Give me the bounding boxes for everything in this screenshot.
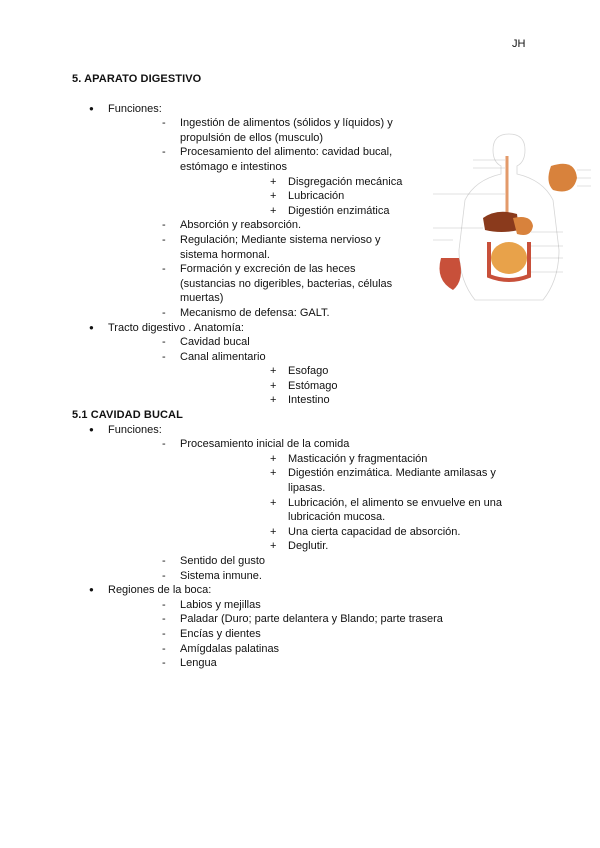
digestive-system-diagram [413, 130, 600, 307]
list-item: - Procesamiento inicial de la comida + Masticación y fragmentación + Digestión enzimática. Mediante amilasas y lipasas. + Lubricación, el alimento se envuelve en una lubricación mucosa. + Una cierta capacidad de absorción. + Deglutir. [108, 437, 512, 554]
list-item: + Digestión enzimática. Mediante amilasas y lipasas. [180, 466, 512, 495]
list-item: - Mecanismo de defensa: GALT. [108, 306, 412, 321]
list-item: + Deglutir. [180, 539, 512, 554]
author-initials: JH [512, 38, 526, 50]
list-item: - Labios y mejillas [108, 598, 512, 613]
section-title-cavidad-bucal: 5.1 CAVIDAD BUCAL [72, 409, 183, 422]
section1-list [72, 102, 412, 408]
list-item: - Procesamiento del alimento: cavidad bucal, estómago e intestinos + Disgregación mecánica + Lubricación + Digestión enzimática [108, 145, 412, 218]
list-item: + Lubricación, el alimento se envuelve en una lubricación mucosa. [180, 496, 512, 525]
list-item: - Sistema inmune. [108, 569, 512, 584]
list-item: + Una cierta capacidad de absorción. [180, 525, 512, 540]
list-item: - Ingestión de alimentos (sólidos y líquidos) y propulsión de ellos (musculo) [108, 116, 412, 145]
list-item: + Masticación y fragmentación [180, 452, 512, 467]
list-item: - Formación y excreción de las heces (sustancias no digeribles, bacterias, células muertas) [108, 262, 412, 306]
list-item: ● Funciones: - Procesamiento inicial de la comida + Masticación y fragmentación + Digestión enzimática. Mediante amilasas y lipasas. + Lubricación, el alimento se envuelve en una lubricación mucosa. + Una cierta capacidad de absorción. + Deglutir. - Sentido del gusto - Sistema inmune. [72, 423, 512, 584]
list-item: ● Tracto digestivo . Anatomía: - Cavidad bucal - Canal alimentario + Esofago + Estómago + Intestino [72, 321, 412, 409]
list-item: - Cavidad bucal [108, 335, 412, 350]
list-item: - Canal alimentario + Esofago + Estómago + Intestino [108, 350, 412, 408]
list-item: - Regulación; Mediante sistema nervioso y sistema hormonal. [108, 233, 412, 262]
list-item: - Absorción y reabsorción. [108, 218, 412, 233]
list-item: ● Regiones de la boca: - Labios y mejillas - Paladar (Duro; parte delantera y Blando; parte trasera - Encías y dientes - Amígdalas palatinas - Lengua [72, 583, 512, 671]
list-item: - Encías y dientes [108, 627, 512, 642]
list-item: + Intestino [180, 393, 412, 408]
list-item: + Esofago [180, 364, 412, 379]
list-item: + Disgregación mecánica [180, 175, 412, 190]
list-item: + Digestión enzimática [180, 204, 412, 219]
section-title-aparato-digestivo: 5. APARATO DIGESTIVO [72, 73, 202, 85]
list-item: - Sentido del gusto [108, 554, 512, 569]
list-item: + Estómago [180, 379, 412, 394]
section2-list [72, 423, 512, 671]
list-item: ● Funciones: - Ingestión de alimentos (sólidos y líquidos) y propulsión de ellos (musculo) - Procesamiento del alimento: cavidad bucal, estómago e intestinos + Disgregación mecánica + Lubricación + Digestión enzimática - Absorción y reabsorción. - Regulación; Mediante sistema nervioso y sistema hormonal. - Formación y excreción de las heces (sustancias no digeribles, bacterias, células muertas) - Mecanismo de defensa: GALT. [72, 102, 412, 321]
list-item: - Lengua [108, 656, 512, 671]
list-item: + Lubricación [180, 189, 412, 204]
list-item: - Paladar (Duro; parte delantera y Blando; parte trasera [108, 612, 512, 627]
document-body [72, 72, 503, 671]
list-item: - Amígdalas palatinas [108, 642, 512, 657]
